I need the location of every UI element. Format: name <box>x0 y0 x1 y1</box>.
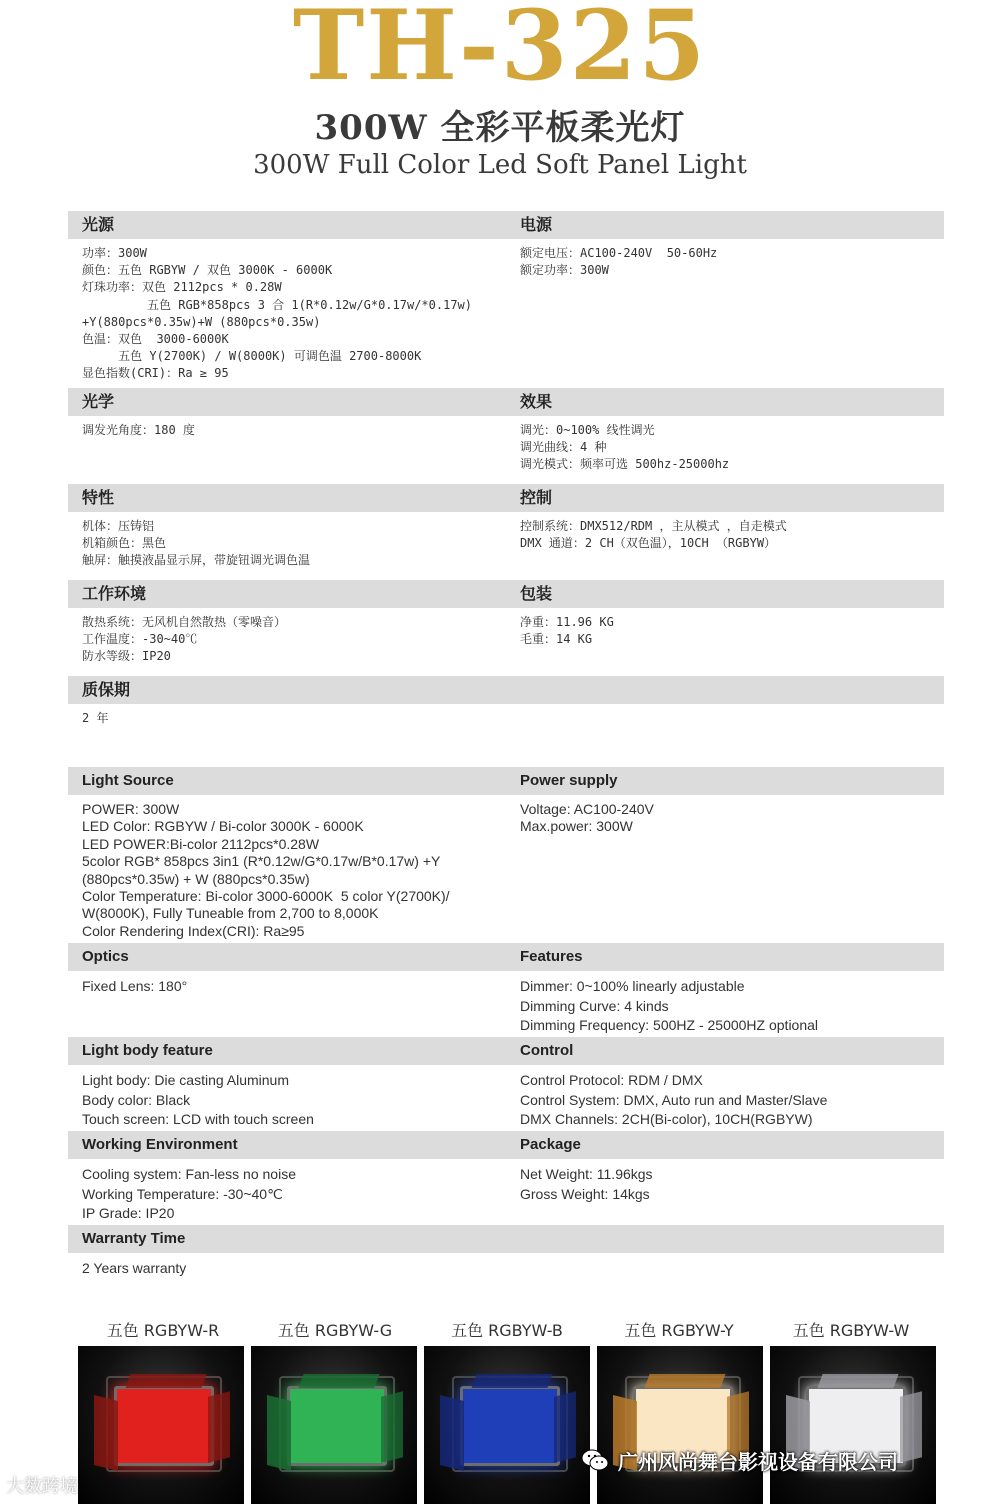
section-title-left: 光源 <box>82 215 115 234</box>
variant-label: 五色 RGBYW-Y <box>624 1321 734 1340</box>
spec-line: 控制系统：DMX512/RDM ，主从模式 ，自走模式 <box>520 519 787 533</box>
spec-line: 调发光角度：180 度 <box>82 423 195 437</box>
lamp-panel <box>287 1386 387 1466</box>
spec-line: 触屏：触摸液晶显示屏，带旋钮调光调色温 <box>82 553 311 568</box>
spec-line: Body color: Black <box>82 1091 191 1108</box>
spec-line: 调光：0~100% 线性调光 <box>520 423 655 437</box>
spec-section-header <box>68 943 944 971</box>
section-title-right: 包装 <box>520 584 553 603</box>
section-title-left: Light body feature <box>82 1042 213 1059</box>
barn-door <box>900 1391 922 1462</box>
section-title-right: 电源 <box>520 215 553 234</box>
section-title-right: 控制 <box>520 488 553 507</box>
spec-section <box>68 484 944 580</box>
spec-line: 额定电压：AC100-240V 50-60Hz <box>520 246 718 260</box>
spec-section <box>68 388 944 484</box>
spec-line: 五色 Y(2700K) / W(8000K) 可调色温 2700-8000K <box>82 349 422 364</box>
spec-table-en <box>68 767 944 1293</box>
lamp-panel <box>460 1386 560 1466</box>
spec-section <box>68 676 944 758</box>
spec-column-right <box>520 518 940 552</box>
spec-line: W(8000K), Fully Tuneable from 2,700 to 8,000K <box>82 905 379 922</box>
product-title-en: 300W Full Color Led Soft Panel Light <box>253 150 747 180</box>
wechat-icon <box>580 1447 610 1473</box>
variant-label: 五色 RGBYW-G <box>277 1321 393 1340</box>
spec-line: Touch screen: LCD with touch screen <box>82 1111 314 1127</box>
spec-line: LED Color: RGBYW / Bi-color 3000K - 6000K <box>82 818 364 835</box>
spec-line: 散热系统：无风机自然散热（零噪音） <box>82 615 287 629</box>
spec-line: DMX Channels: 2CH(Bi-color), 10CH(RGBYW) <box>520 1111 813 1127</box>
spec-line: IP Grade: IP20 <box>82 1205 175 1221</box>
variant-photo <box>770 1346 936 1504</box>
spec-line: 灯珠功率：双色 2112pcs * 0.28W <box>82 280 282 295</box>
lamp-panel <box>114 1386 214 1466</box>
section-title-left: Warranty Time <box>82 1230 186 1247</box>
spec-line: +Y(880pcs*0.35w)+W (880pcs*0.35w) <box>82 314 321 329</box>
spec-section-header <box>68 580 944 608</box>
spec-line: 五色 RGB*858pcs 3 合 1(R*0.12w/G*0.17w/*0.17w) <box>82 297 473 312</box>
spec-column-left <box>82 1071 512 1130</box>
spec-line: Color Rendering Index(CRI): Ra≥95 <box>82 922 305 939</box>
spec-line: 调光曲线：4 种 <box>520 440 607 455</box>
spec-line: Max.power: 300W <box>520 818 633 835</box>
spec-line: Color Temperature: Bi-color 3000-6000K 5 color Y(2700K)/ <box>82 888 450 905</box>
spec-section-header <box>68 1225 944 1253</box>
variant-label: 五色 RGBYW-B <box>451 1321 563 1340</box>
section-title-left: 质保期 <box>82 680 131 699</box>
spec-line: 颜色：五色 RGBYW / 双色 3000K - 6000K <box>82 263 333 278</box>
variant-photo <box>78 1346 244 1504</box>
spec-column-right <box>520 1071 940 1130</box>
spec-line: 2 年 <box>82 711 109 725</box>
spec-column-right <box>520 1165 940 1204</box>
barn-door <box>267 1395 291 1471</box>
spec-line: Gross Weight: 14kgs <box>520 1185 650 1202</box>
section-title-left: 特性 <box>82 488 115 507</box>
spec-column-left <box>82 614 512 666</box>
spec-column-right <box>520 977 940 1036</box>
spec-section-header <box>68 388 944 416</box>
variant-photo <box>424 1346 590 1504</box>
spec-line: 机体：压铸铝 <box>82 519 155 533</box>
spec-section <box>68 767 944 943</box>
spec-section <box>68 580 944 676</box>
section-title-right: Control <box>520 1042 574 1059</box>
barn-door <box>554 1391 576 1462</box>
spec-line: 2 Years warranty <box>82 1260 187 1276</box>
spec-line: Working Temperature: -30~40℃ <box>82 1185 283 1202</box>
variant-photos <box>78 1346 938 1504</box>
spec-line: Dimmer: 0~100% linearly adjustable <box>520 978 745 994</box>
spec-column-right <box>520 614 940 648</box>
section-title-left: 光学 <box>82 392 115 411</box>
spec-section-header <box>68 1037 944 1065</box>
spec-line: Cooling system: Fan-less no noise <box>82 1166 296 1182</box>
spec-line: Dimming Frequency: 500HZ - 25000HZ optional <box>520 1017 819 1033</box>
variant-label: 五色 RGBYW-R <box>106 1321 220 1340</box>
variant-label: 五色 RGBYW-W <box>792 1321 910 1340</box>
spec-line: LED POWER:Bi-color 2112pcs*0.28W <box>82 835 320 852</box>
spec-line: Net Weight: 11.96kgs <box>520 1166 653 1182</box>
section-title-left: Light Source <box>82 772 174 789</box>
spec-line: 调光模式：频率可选 500hz-25000hz <box>520 457 730 472</box>
spec-section <box>68 1037 944 1131</box>
spec-column-left <box>82 518 512 570</box>
spec-line: Voltage: AC100-240V <box>520 801 654 817</box>
spec-column-left <box>82 1165 512 1224</box>
spec-line: DMX 通道：2 CH（双色温），10CH （RGBYW） <box>520 536 777 551</box>
company-name: 广州风尚舞台影视设备有限公司 <box>618 1450 898 1474</box>
spec-section <box>68 1131 944 1225</box>
product-title-cn: 300W 全彩平板柔光灯 <box>314 108 686 148</box>
spec-line: 额定功率：300W <box>520 263 609 278</box>
section-title-right: 效果 <box>520 392 553 411</box>
spec-section-header <box>68 676 944 704</box>
barn-door <box>817 1374 898 1388</box>
barn-door <box>94 1395 118 1471</box>
section-title-left: 工作环境 <box>82 584 147 603</box>
spec-column-right <box>520 422 940 474</box>
barn-door <box>381 1391 403 1462</box>
spec-section <box>68 1225 944 1293</box>
spec-section <box>68 943 944 1037</box>
spec-line: Light body: Die casting Aluminum <box>82 1072 289 1088</box>
spec-line: 工作温度：-30~40℃ <box>82 632 198 647</box>
spec-section-header <box>68 767 944 795</box>
spec-line: 防水等级：IP20 <box>82 649 171 664</box>
spec-column-left <box>82 710 512 727</box>
spec-column-left <box>82 977 512 997</box>
section-title-right: Power supply <box>520 772 618 789</box>
spec-line: (880pcs*0.35w) + W (880pcs*0.35w) <box>82 870 310 887</box>
barn-door <box>440 1395 464 1471</box>
spec-section-header <box>68 1131 944 1159</box>
section-title-right: Package <box>520 1136 581 1153</box>
spec-line: 5color RGB* 858pcs 3in1 (R*0.12w/G*0.17w/B*0.17w) +Y <box>82 853 441 870</box>
spec-line: 毛重：14 KG <box>520 632 593 647</box>
barn-door <box>298 1374 379 1388</box>
spec-column-left <box>82 801 512 940</box>
variant-photo <box>251 1346 417 1504</box>
spec-line: Control System: DMX, Auto run and Master/Slave <box>520 1091 828 1108</box>
variant-labels <box>78 1318 938 1340</box>
source-watermark: 大数跨境 <box>6 1476 78 1497</box>
barn-door <box>471 1374 552 1388</box>
section-title-left: Working Environment <box>82 1136 238 1153</box>
spec-section <box>68 211 944 388</box>
spec-column-right <box>520 801 940 836</box>
spec-line: POWER: 300W <box>82 801 180 817</box>
barn-door <box>208 1391 230 1462</box>
spec-line: 色温：双色 3000-6000K <box>82 332 229 347</box>
section-title-right: Features <box>520 948 583 965</box>
variant-photo <box>597 1346 763 1504</box>
section-title-left: Optics <box>82 948 129 965</box>
spec-column-right <box>520 245 940 279</box>
spec-line: 功率：300W <box>82 246 147 260</box>
spec-line: Dimming Curve: 4 kinds <box>520 997 669 1014</box>
spec-table-cn <box>68 211 944 758</box>
spec-column-left <box>82 1259 512 1279</box>
barn-door <box>125 1374 206 1388</box>
spec-line: 净重：11.96 KG <box>520 615 614 629</box>
barn-door <box>644 1374 725 1388</box>
spec-section-header <box>68 211 944 239</box>
model-title: TH-325 <box>292 0 708 102</box>
spec-column-left <box>82 422 512 439</box>
spec-line: Fixed Lens: 180° <box>82 978 188 994</box>
spec-section-header <box>68 484 944 512</box>
spec-column-left <box>82 245 512 383</box>
spec-line: Control Protocol: RDM / DMX <box>520 1072 703 1088</box>
spec-line: 机箱颜色：黑色 <box>82 536 167 551</box>
spec-line: 显色指数(CRI)：Ra ≥ 95 <box>82 366 229 381</box>
